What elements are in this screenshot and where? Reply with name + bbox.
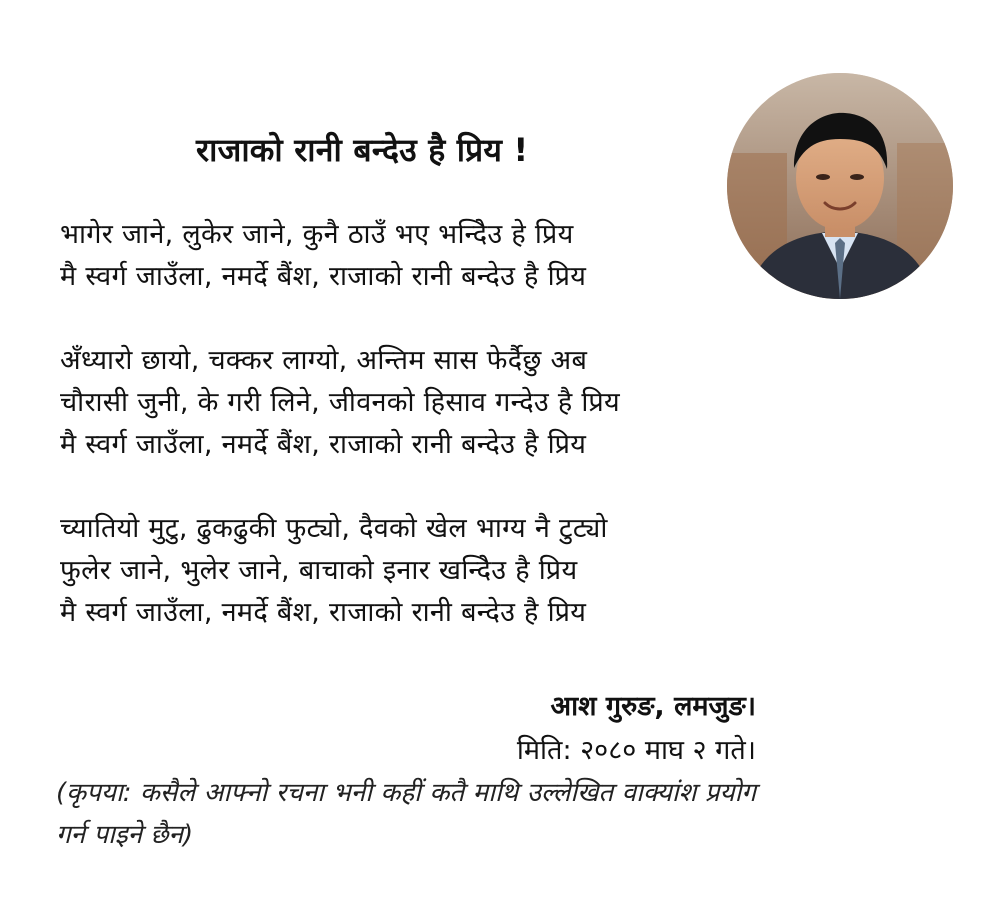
stanza-line: मै स्वर्ग जाउँला, नमर्दे बैंश, राजाको रानी बन्देउ है प्रिय	[60, 429, 587, 460]
stanza-line: मै स्वर्ग जाउँला, नमर्दे बैंश, राजाको रानी बन्देउ है प्रिय	[60, 261, 587, 292]
stanza-2	[60, 340, 620, 466]
stanza-line: अँध्यारो छायो, चक्कर लाग्यो, अन्तिम सास फेर्दैछु अब	[60, 345, 588, 376]
stanza-line: मै स्वर्ग जाउँला, नमर्दे बैंश, राजाको रानी बन्देउ है प्रिय	[60, 597, 587, 628]
portrait-image	[727, 73, 953, 299]
stanza-1	[60, 214, 586, 298]
author-signature: आश गुरुङ, लमजुङ।	[550, 691, 756, 722]
stanza-3	[60, 508, 608, 634]
stanza-line: चौरासी जुनी, के गरी लिने, जीवनको हिसाव गन्देउ है प्रिय	[60, 387, 620, 418]
stanza-line: भागेर जाने, लुकेर जाने, कुनै ठाउँ भए भन्दिेउ हे प्रिय	[60, 219, 574, 250]
author-portrait	[727, 73, 953, 299]
poem-title: राजाको रानी बन्देउ है प्रिय !	[196, 131, 529, 169]
stanza-line: फुलेर जाने, भुलेर जाने, बाचाको इनार खन्दिेउ है प्रिय	[60, 555, 578, 586]
stanza-line: च्यातियो मुटु, ढुकढुकी फुट्यो, दैवको खेल भाग्य नै टुट्यो	[60, 513, 608, 544]
copyright-note: (कृपया: कसैले आफ्नो रचना भनी कहीं कतै माथि उल्लेखित वाक्यांश प्रयोग गर्न पाइने छैन)	[56, 778, 756, 850]
publication-date: मिति: २०८० माघ २ गते।	[516, 735, 756, 766]
